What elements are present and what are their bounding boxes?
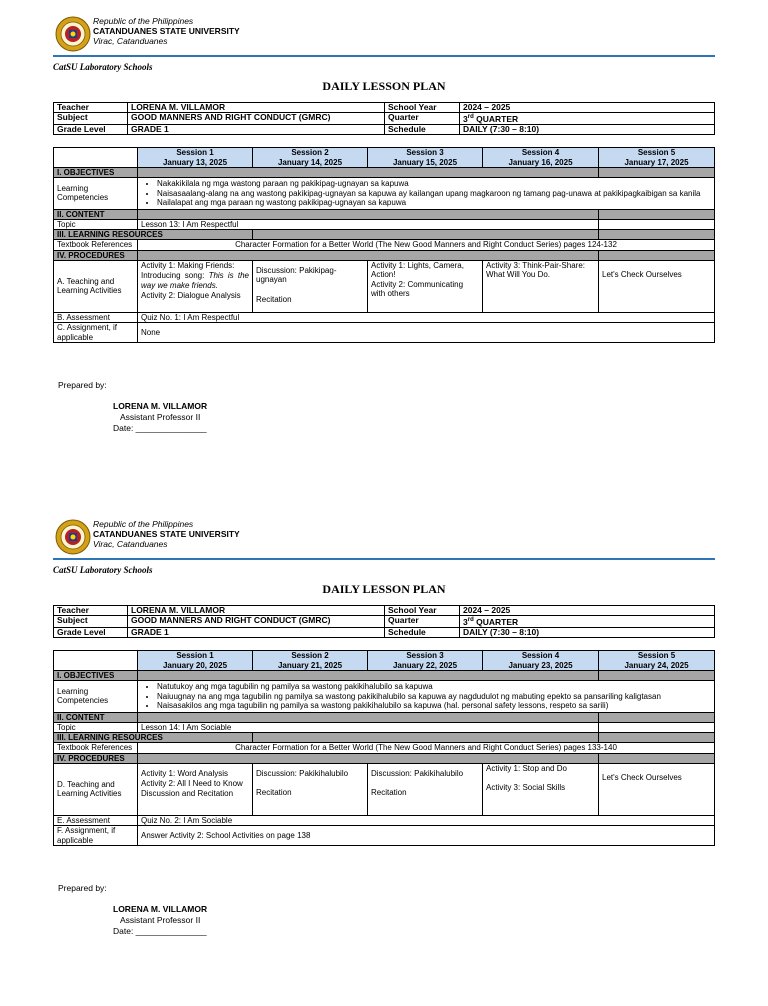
session-name: Session 1 [176,651,214,660]
competency-item: • Nakakikilala ng mga wastong paraan ng pakikipag-ugnayan sa kapuwa [157,179,711,189]
info-row [54,627,715,637]
session-header-row [54,651,715,671]
activity-text: Activity 2: All I Need to Know [141,778,243,788]
competency-item: • Naisasakilos ang mga tagubilin ng pamilya sa wastong pakikihalubilo sa kapuwa (hal. personal safety lessons, respeto sa sarili) [157,701,711,711]
assignment-value: None [138,323,715,343]
activity-text: Activity 3: Think-Pair-Share: What Will You Do. [486,260,585,279]
school-name: CatSU Laboratory Schools [53,62,153,72]
topic-blank [599,219,715,230]
session-2-activities [253,260,368,312]
section-fill [599,733,715,743]
objectives-heading: I. OBJECTIVES [54,671,138,681]
session-name: Session 4 [521,651,560,660]
section-fill [138,712,599,722]
session-date: January 23, 2025 [508,660,573,670]
section-row [54,168,715,178]
session-4-activities [483,260,599,312]
session-date: January 21, 2025 [277,660,343,670]
activity-text: Recitation [371,788,407,797]
section-row [54,671,715,681]
quarter-text: QUARTER [473,616,519,627]
assessment-value: Quiz No. 2: I Am Sociable [138,815,715,826]
assignment-row [54,323,715,343]
activity-text: Activity 3: Social Skills [486,783,566,792]
content-heading: II. CONTENT [54,712,138,722]
section-row [54,209,715,219]
session-header [253,651,368,671]
session-4-activities [483,763,599,815]
topic-blank [599,722,715,733]
teaching-label: D. Teaching and Learning Activities [54,763,138,815]
subject-label: Subject [54,113,128,125]
schedule-value: DAILY (7:30 – 8:10) [460,627,715,637]
signer-position: Assistant Professor II [120,915,201,925]
prepared-by-label: Prepared by: [58,380,107,390]
session-3-activities [368,763,483,815]
session-date: January 16, 2025 [508,157,573,167]
activity-text: Discussion and Recitation [141,788,234,798]
date-line: Date: _______________ [113,926,207,936]
competency-item: • Naisasaalang-alang na ang wastong pakikipag-ugnayan sa kapuwa ay kailangan upang magkaroon ng tamang pag-unawa at pakikipagkaibigan sa kanila [157,189,711,199]
activity-text: Discussion: Pakikihalubilo [371,768,464,778]
assessment-label: B. Assessment [54,312,138,323]
subject-label: Subject [54,616,128,628]
section-row [54,712,715,722]
session-name: Session 3 [406,148,444,157]
session-header [138,651,253,671]
session-date: January 24, 2025 [624,660,689,670]
signature-block [113,904,207,937]
procedures-heading: IV. PROCEDURES [54,753,138,763]
textbook-label: Textbook References [54,240,138,251]
section-fill [599,209,715,219]
section-row [54,230,715,240]
competency-item: • Nailalapat ang mga paraan ng wastong pakikipag-ugnayan sa kapuwa [157,198,711,208]
competencies-label: Learning Competencies [54,681,138,713]
activity-text: Activity 1: Word Analysis [141,768,228,778]
topic-label: Topic [54,219,138,230]
textbook-value: Character Formation for a Better World (The New Good Manners and Right Conduct Series) pages 124-132 [138,240,715,251]
school-year-label: School Year [385,103,460,113]
prepared-by-label: Prepared by: [58,883,107,893]
section-fill [138,168,599,178]
activity-text: Introducing song: [141,270,209,280]
competency-item: • Naiuugnay na ang mga tagubilin ng pamilya sa wastong pakikihalubilo sa kapuwa ay nagdudulot ng mabuting epekto sa pansariling kaligtasan [157,692,711,702]
teaching-row [54,763,715,815]
session-header [253,148,368,168]
session-header-row [54,148,715,168]
textbook-value: Character Formation for a Better World (The New Good Manners and Right Conduct Series) pages 133-140 [138,743,715,754]
competencies-label: Learning Competencies [54,178,138,210]
section-fill [599,250,715,260]
signer-position: Assistant Professor II [120,412,201,422]
activity-text: Discussion: Pakikipag-ugnayan [256,265,337,284]
assessment-label: E. Assessment [54,815,138,826]
republic-line: Republic of the Philippines [93,519,194,529]
activity-text: Let's Check Ourselves [602,772,682,782]
schedule-value: DAILY (7:30 – 8:10) [460,124,715,134]
session-header [483,651,599,671]
university-name: CATANDUANES STATE UNIVERSITY [93,26,240,36]
assignment-row [54,826,715,846]
activity-text: Let's Check Ourselves [602,269,682,279]
university-name: CATANDUANES STATE UNIVERSITY [93,529,240,539]
letterhead-text [93,16,240,46]
section-fill [138,753,599,763]
session-date: January 14, 2025 [277,157,343,167]
textbook-row [54,240,715,251]
info-row [54,103,715,113]
section-row [54,753,715,763]
blank-cell [54,148,138,168]
session-date: January 22, 2025 [392,660,458,670]
objectives-heading: I. OBJECTIVES [54,168,138,178]
section-row [54,250,715,260]
date-line: Date: _______________ [113,423,207,433]
topic-value: Lesson 14: I Am Sociable [138,722,599,733]
assignment-value: Answer Activity 2: School Activities on page 138 [138,826,715,846]
header-rule [53,558,715,560]
signer-name: LORENA M. VILLAMOR [113,401,208,411]
school-name: CatSU Laboratory Schools [53,565,153,575]
quarter-number: 3 [463,616,468,627]
session-2-activities [253,763,368,815]
content-heading: II. CONTENT [54,209,138,219]
republic-line: Republic of the Philippines [93,16,194,26]
session-5-activities [599,260,715,312]
info-row [54,113,715,125]
session-header [368,148,483,168]
section-fill [138,209,599,219]
lesson-table [53,650,715,846]
session-name: Session 5 [637,148,676,157]
grade-value: GRADE 1 [128,124,385,134]
session-header [599,651,715,671]
topic-row [54,722,715,733]
info-table [53,102,715,135]
activity-text: Activity 2: Communicating with others [371,279,464,298]
session-header [368,651,483,671]
activity-text: Activity 1: Stop and Do [486,763,567,773]
section-fill [599,753,715,763]
section-fill [599,168,715,178]
competency-item: • Natutukoy ang mga tagubilin ng pamilya sa wastong pakikihalubilo sa kapuwa [157,682,711,692]
resources-heading: III. LEARNING RESOURCES [54,230,253,240]
competencies-list [138,178,715,210]
session-name: Session 3 [406,651,444,660]
university-location: Virac, Catanduanes [93,539,168,549]
section-fill [599,230,715,240]
textbook-label: Textbook References [54,743,138,754]
signature-block [113,401,207,434]
session-header [483,148,599,168]
session-name: Session 5 [637,651,676,660]
topic-value: Lesson 13: I Am Respectful [138,219,599,230]
teacher-value: LORENA M. VILLAMOR [128,103,385,113]
quarter-value [460,616,715,628]
session-date: January 17, 2025 [624,157,689,167]
page-title: DAILY LESSON PLAN [322,582,446,596]
page-title: DAILY LESSON PLAN [322,79,446,93]
teacher-label: Teacher [54,606,128,616]
schedule-label: Schedule [385,627,460,637]
assessment-row [54,312,715,323]
blank-cell [54,651,138,671]
resources-heading: III. LEARNING RESOURCES [54,733,253,743]
info-row [54,616,715,628]
signer-name: LORENA M. VILLAMOR [113,904,208,914]
session-date: January 20, 2025 [162,660,228,670]
competencies-list [138,681,715,713]
topic-label: Topic [54,722,138,733]
section-fill [253,230,599,240]
textbook-row [54,743,715,754]
session-1-activities [138,763,253,815]
session-header [138,148,253,168]
session-3-activities [368,260,483,312]
grade-value: GRADE 1 [128,627,385,637]
section-fill [599,671,715,681]
quarter-number: 3 [463,113,468,124]
session-date: January 15, 2025 [392,157,458,167]
letterhead [53,515,715,561]
competencies-row [54,681,715,713]
activity-text: Recitation [256,788,292,797]
topic-row [54,219,715,230]
school-year-value: 2024 – 2025 [460,606,715,616]
activity-text: Activity 1: Lights, Camera, Action! [371,260,464,279]
teacher-label: Teacher [54,103,128,113]
school-year-value: 2024 – 2025 [460,103,715,113]
quarter-suffix: rd [467,114,474,120]
section-row [54,733,715,743]
activity-text: Activity 2: Dialogue Analysis [141,290,241,300]
session-name: Session 4 [521,148,560,157]
assessment-row [54,815,715,826]
letterhead-text [93,519,240,549]
session-1-activities [138,260,253,312]
section-fill [138,671,599,681]
teaching-label: A. Teaching and Learning Activities [54,260,138,312]
university-seal-icon [55,16,91,52]
letterhead [53,12,715,58]
activity-text: Discussion: Pakikihalubilo [256,768,349,778]
header-rule [53,55,715,57]
university-seal-icon [55,519,91,555]
info-table [53,605,715,638]
section-fill [138,250,599,260]
grade-label: Grade Level [54,124,128,134]
schedule-label: Schedule [385,124,460,134]
quarter-label: Quarter [385,113,460,125]
subject-value: GOOD MANNERS AND RIGHT CONDUCT (GMRC) [128,113,385,125]
session-name: Session 2 [291,651,329,660]
info-row [54,124,715,134]
grade-label: Grade Level [54,627,128,637]
quarter-value [460,113,715,125]
section-fill [253,733,599,743]
school-year-label: School Year [385,606,460,616]
session-header [599,148,715,168]
subject-value: GOOD MANNERS AND RIGHT CONDUCT (GMRC) [128,616,385,628]
quarter-label: Quarter [385,616,460,628]
university-location: Virac, Catanduanes [93,36,168,46]
session-date: January 13, 2025 [162,157,228,167]
assessment-value: Quiz No. 1: I Am Respectful [138,312,715,323]
session-5-activities [599,763,715,815]
teaching-row [54,260,715,312]
assignment-label: F. Assignment, if applicable [54,826,138,846]
assignment-label: C. Assignment, if applicable [54,323,138,343]
session-name: Session 2 [291,148,329,157]
teacher-value: LORENA M. VILLAMOR [128,606,385,616]
lesson-table [53,147,715,343]
activity-text: Recitation [256,294,292,304]
activity-text: Activity 1: Making Friends: [141,260,235,270]
procedures-heading: IV. PROCEDURES [54,250,138,260]
song-title: This is the way we make friends. [141,270,249,290]
info-row [54,606,715,616]
session-name: Session 1 [176,148,214,157]
competencies-row [54,178,715,210]
section-fill [599,712,715,722]
quarter-text: QUARTER [473,113,519,124]
quarter-suffix: rd [467,617,474,623]
